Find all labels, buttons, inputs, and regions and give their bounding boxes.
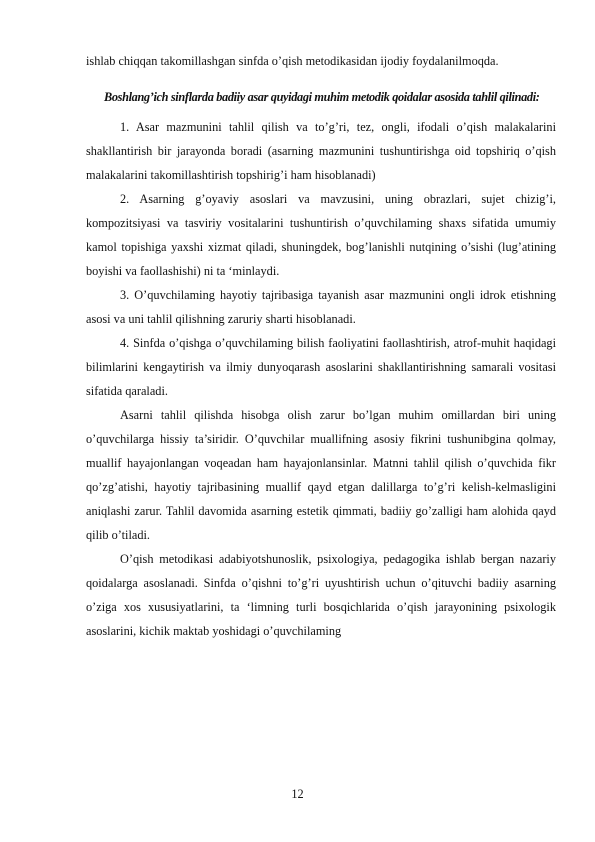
list-item-1: 1. Asar mazmunini tahlil qilish va to’g’ri, tez, ongli, ifodali o’qish malakalarini shakllantirish bir jarayonda boradi (asarning mazmunini tushuntirishga oid topshiriq o’qish malakalarini takomillashtirish topshirig’i ham hisoblanadi) <box>86 120 556 182</box>
list-item-4: 4. Sinfda o’qishga o’quvchilaming bilish faoliyatini faollashtirish, atrof-muhit haqidagi bilimlarini kengaytirish va ilmiy dunyoqarash asoslarini shakllantirishning samarali vositasi sifatida qaraladi. <box>86 336 556 398</box>
body-paragraph-5: Asarni tahlil qilishda hisobga olish zarur bo’lgan muhim omillardan biri uning o’quvchilarga hissiy ta’siridir. O’quvchilar muallifning asosiy fikrini tushunibgina qolmay, muallif hayajonlangan voqeadan ham hayajonlansinlar. Matnni tahlil qilish o’quvchida fikr qo’zg’atishi, hayotiy tajribasining muallif qayd etgan dalillarga to’g’ri kelish-kelmasligini aniqlashi zarur. Tahlil davomida asarning estetik qimmati, badiiy go’zalligi ham alohida qayd qilib o’tiladi. <box>86 408 556 542</box>
list-item-2: 2. Asarning g’oyaviy asoslari va mavzusini, uning obrazlari, sujet chizig’i, kompozitsiyasi va tasviriy vositalarini tushuntirish o’quvchilaming shaxs sifatida umumiy kamol topishiga yaxshi xizmat qiladi, shuningdek, bog’lanishli nutqining o’sishi (lug’atining boyishi va faollashishi) ni ta ‘minlaydi. <box>86 192 556 278</box>
document-page <box>86 49 556 643</box>
body-paragraph-6: O’qish metodikasi adabiyotshunoslik, psixologiya, pedagogika ishlab bergan nazariy qoidalarga asoslanadi. Sinfda o’qishni to’g’ri uyushtirish uchun o’qituvchi badiiy asarning o’ziga xos xususiyatlarini, ta ‘limning turli bosqichlarida o’qish jarayonining psixologik asoslarini, kichik maktab yoshidagi o’quvchilaming <box>86 552 556 638</box>
page-number: 12 <box>291 787 304 801</box>
list-item-3: 3. O’quvchilaming hayotiy tajribasiga tayanish asar mazmunini ongli idrok etishning asosi va uni tahlil qilishning zaruriy sharti hisoblanadi. <box>86 288 556 326</box>
intro-paragraph: ishlab chiqqan takomillashgan sinfda o’qish metodikasidan ijodiy foydalanilmoqda. <box>86 54 499 68</box>
section-heading: Boshlang’ich sinflarda badiiy asar quyidagi muhim metodik qoidalar asosida tahlil qilinadi: <box>104 90 540 104</box>
